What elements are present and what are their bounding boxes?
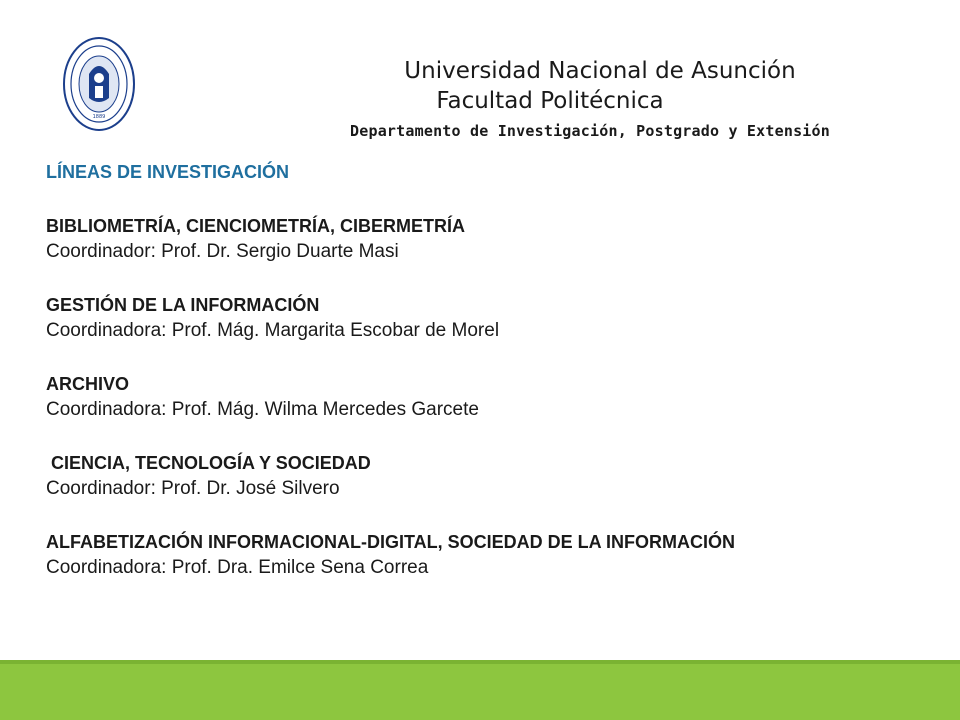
university-seal-icon [62,36,136,132]
research-line-title: BIBLIOMETRÍA, CIENCIOMETRÍA, CIBERMETRÍA [46,216,465,236]
research-line-item [46,214,896,264]
research-lines-content [46,160,896,609]
section-title: LÍNEAS DE INVESTIGACIÓN [46,162,290,182]
svg-text:1889: 1889 [92,114,106,120]
research-line-item [46,372,896,422]
research-line-item [46,451,896,501]
research-line-item [46,293,896,343]
research-line-item [46,530,896,580]
research-line-title: ALFABETIZACIÓN INFORMACIONAL-DIGITAL, SOCIEDAD DE LA INFORMACIÓN [46,532,735,552]
university-name: Universidad Nacional de Asunción [404,58,796,84]
research-line-coordinator: Coordinadora: Prof. Mág. Wilma Mercedes Garcete [46,399,479,420]
research-line-coordinator: Coordinadora: Prof. Dra. Emilce Sena Correa [46,557,429,578]
research-line-coordinator: Coordinador: Prof. Dr. José Silvero [46,478,340,499]
department-name: Departamento de Investigación, Postgrado y Extensión [350,122,830,140]
research-line-coordinator: Coordinador: Prof. Dr. Sergio Duarte Masi [46,241,399,262]
footer-bar [0,664,960,720]
research-line-title: CIENCIA, TECNOLOGÍA Y SOCIEDAD [51,453,371,473]
research-line-coordinator: Coordinadora: Prof. Mág. Margarita Escobar de Morel [46,320,500,341]
faculty-name: Facultad Politécnica [436,88,664,114]
research-line-title: ARCHIVO [46,374,130,394]
research-line-title: GESTIÓN DE LA INFORMACIÓN [46,295,320,315]
